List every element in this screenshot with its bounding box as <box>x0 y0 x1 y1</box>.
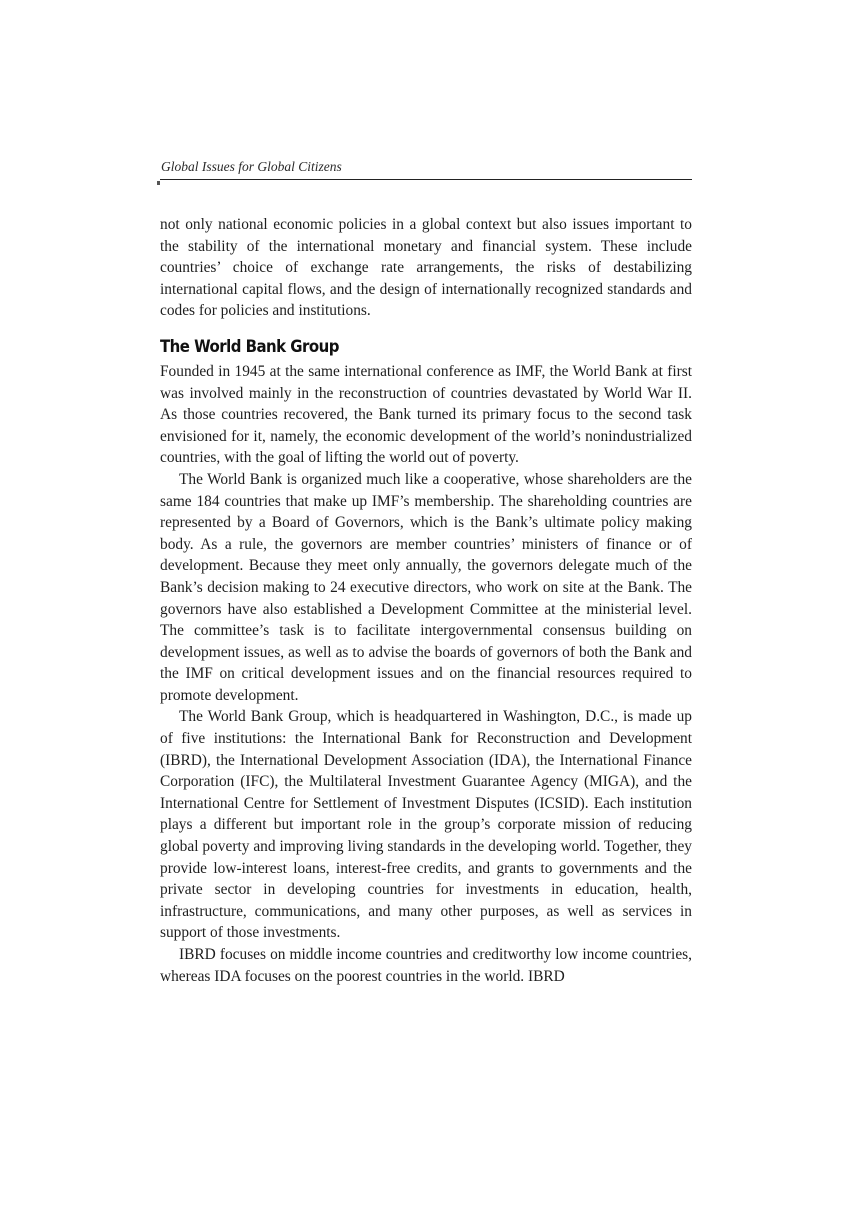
rule-marker <box>157 181 160 185</box>
paragraph-organization: The World Bank is organized much like a cooperative, whose shareholders are the same 184 countries that make up IMF’s membership. The shareholding countries are represented by a Board of Governors, which is the Bank’s ultimate policy making body. As a rule, the governors are member countries’ ministers of finance or of development. Because they meet only annually, the governors delegate much of the Bank’s decision making to 24 executive directors, who work on site at the Bank. The governors have also established a Development Committee at the ministerial level. The committee’s task is to facilitate intergovernmental consensus building on development issues, as well as to advise the boards of governors of both the Bank and the IMF on critical development issues and on the financial resources required to promote development. <box>160 470 692 704</box>
book-page <box>160 157 692 987</box>
section-heading: The World Bank Group <box>160 336 339 357</box>
intro-paragraph: not only national economic policies in a global context but also issues important to the stability of the international monetary and financial system. These include countries’ choice of exchange rate arrangements, the risks of destabilizing international capital flows, and the design of internationally recognized standards and codes for policies and institutions. <box>160 216 692 320</box>
paragraph-founding: Founded in 1945 at the same international conference as IMF, the World Bank at first was involved mainly in the reconstruction of countries devastated by World War II. As those countries recovered, the Bank turned its primary focus to the second task envisioned for it, namely, the economic development of the world’s nonindustrialized countries, with the goal of lifting the world out of poverty. <box>160 362 692 467</box>
header-rule <box>160 179 692 180</box>
running-head: Global Issues for Global Citizens <box>161 159 342 174</box>
paragraph-institutions: The World Bank Group, which is headquartered in Washington, D.C., is made up of five institutions: the International Bank for Reconstruction and Development (IBRD), the International Development Association (IDA), the International Finance Corporation (IFC), the Multilateral Investment Guarantee Agency (MIGA), and the International Centre for Settlement of Investment Disputes (ICSID). Each institution plays a different but important role in the group’s corporate mission of reducing global poverty and improving living standards in the developing world. Together, they provide low-interest loans, interest-free credits, and grants to governments and the private sector in developing countries for investments in education, health, infrastructure, communications, and many other purposes, as well as services in support of those investments. <box>160 708 692 942</box>
paragraph-ibrd-ida: IBRD focuses on middle income countries and creditworthy low income countries, whereas IDA focuses on the poorest countries in the world. IBRD <box>160 946 692 985</box>
